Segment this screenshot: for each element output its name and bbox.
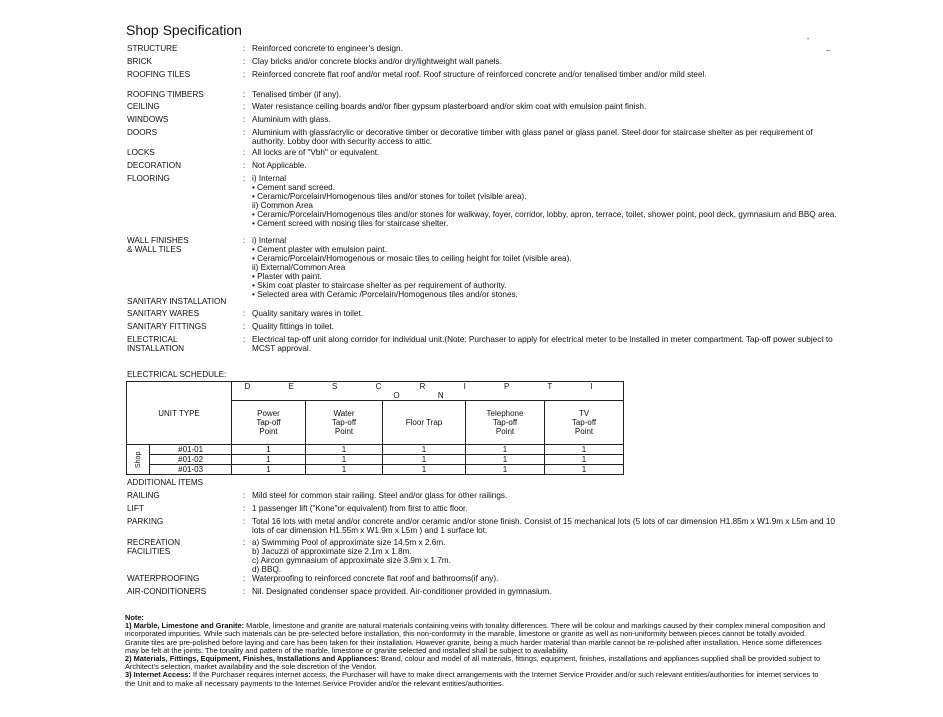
unit-type-header: UNIT TYPE bbox=[127, 382, 232, 445]
unit-cell: #01-03 bbox=[150, 465, 232, 475]
additional-heading: ADDITIONAL ITEMS bbox=[127, 478, 204, 487]
value-cell: 1 bbox=[232, 465, 306, 475]
value-cell: 1 bbox=[232, 455, 306, 465]
unit-cell: #01-02 bbox=[150, 455, 232, 465]
col-header: Water Tap-off Point bbox=[306, 401, 383, 445]
col-header: Power Tap-off Point bbox=[232, 401, 306, 445]
value-cell: 1 bbox=[545, 445, 624, 455]
note-item: 2) Materials, Fittings, Equipment, Finishes, Installations and Appliances: Brand, colour and model of all materials, fittings, equipment, finishes, installations and appliances supplied shall be provided subject to Architect's selection, market availability and the sole discretion of the Vendor. bbox=[125, 654, 821, 672]
value-cell: 1 bbox=[466, 465, 545, 475]
electrical-heading: ELECTRICAL SCHEDULE: bbox=[127, 370, 227, 379]
table-row bbox=[127, 465, 624, 475]
page-title: Shop Specification bbox=[126, 22, 242, 38]
value-cell: 1 bbox=[306, 455, 383, 465]
value-cell: 1 bbox=[383, 465, 466, 475]
col-header: Floor Trap bbox=[383, 401, 466, 445]
value-cell: 1 bbox=[383, 445, 466, 455]
value-cell: 1 bbox=[466, 445, 545, 455]
notes-heading: Note: bbox=[125, 613, 144, 622]
table-row bbox=[127, 455, 624, 465]
value-cell: 1 bbox=[466, 455, 545, 465]
table-row bbox=[127, 445, 624, 455]
value-cell: 1 bbox=[306, 445, 383, 455]
unit-cell: #01-01 bbox=[150, 445, 232, 455]
col-header: Telephone Tap-off Point bbox=[466, 401, 545, 445]
note-item: 1) Marble, Limestone and Granite: Marble, limestone and granite are natural materials containing veins with tonality differences. There will be colour and markings caused by their complex mineral composition and incorporated impurities. While such materials can be pre-selected before installation, this non-conformity in the marable, limestone or granite as well as non-uniformity between pieces cannot be totally avoided. Granite tiles are pre-polished before laying and care has been taken for their installation. However granite, being a much harder material than marble cannot be re-polished after installation. Hence some differences may be felt at the joints. The tonality and pattern of the marble, limestone or granite selected and installed shall be subject to availability. bbox=[125, 621, 826, 655]
value-cell: 1 bbox=[306, 465, 383, 475]
description-header: D E S C R I P T I O N bbox=[232, 382, 624, 401]
notes bbox=[125, 614, 830, 688]
value-cell: 1 bbox=[232, 445, 306, 455]
col-header: TV Tap-off Point bbox=[545, 401, 624, 445]
note-item: 3) Internet Access: If the Purchaser requires internet access, the Purchaser will have to make direct arrangements with the Internet Service Provider and/or such relevant entities/authorities for internet services to the Unit and to make all necessary payments to the Internet Service Provider and/or the relevant entities/authorities. bbox=[125, 670, 819, 688]
scan-mark: - bbox=[807, 36, 810, 43]
scan-mark: -- bbox=[826, 48, 831, 55]
value-cell: 1 bbox=[383, 455, 466, 465]
electrical-table bbox=[126, 381, 624, 475]
group-label: Shop bbox=[127, 445, 150, 475]
value-cell: 1 bbox=[545, 465, 624, 475]
value-cell: 1 bbox=[545, 455, 624, 465]
